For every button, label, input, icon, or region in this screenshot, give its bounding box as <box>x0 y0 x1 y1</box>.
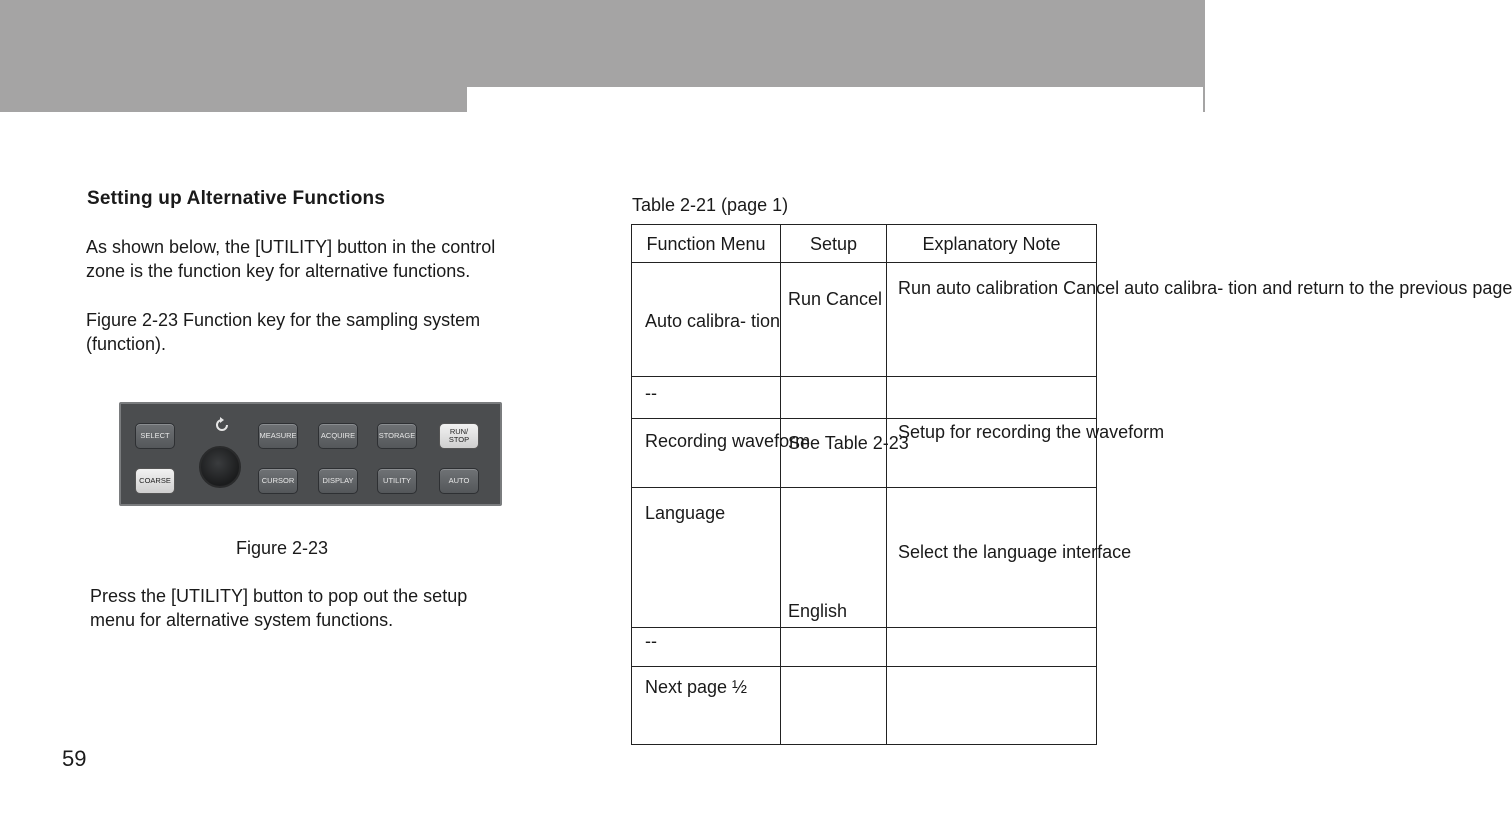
row-note-cell <box>887 628 1097 667</box>
function-table <box>631 224 1512 745</box>
row-menu-cell <box>632 419 811 488</box>
row-note-text: Select the language interface <box>898 542 1132 562</box>
table-row <box>632 377 1097 419</box>
row-menu-cell <box>632 667 781 745</box>
row-note-cell <box>887 263 1512 377</box>
table-row <box>632 488 1097 628</box>
row-setup-cell <box>781 667 887 745</box>
row-menu-cell <box>632 488 781 628</box>
select-button: SELECT <box>135 423 175 449</box>
row-setup-cell <box>781 377 887 419</box>
row-note-text: Run auto calibration Cancel auto calibra- tion and return to the previous page <box>898 278 1512 298</box>
row-setup-cell <box>781 263 887 377</box>
instruction-paragraph: Press the [UTILITY] button to pop out the setup menu for alternative system functions. <box>90 586 468 630</box>
row-menu-text: Language <box>645 503 726 523</box>
figure-label: Figure 2-23 <box>236 538 329 558</box>
measure-button: MEASURE <box>258 423 298 449</box>
row-setup-cell <box>781 628 887 667</box>
intro-paragraph: As shown below, the [UTILITY] button in the control zone is the function key for alternative functions. <box>86 237 496 281</box>
figure-caption-long: Figure 2-23 Function key for the sampling system (function). <box>86 310 481 354</box>
row-note-cell <box>887 377 1097 419</box>
row-setup-cell <box>781 488 887 628</box>
row-setup-text: English <box>788 601 848 621</box>
table-header-row <box>632 225 1097 263</box>
table-caption: Table 2-21 (page 1) <box>632 195 789 215</box>
row-menu-cell <box>632 628 781 667</box>
row-note-cell <box>887 667 1097 745</box>
page-number: 59 <box>62 746 87 771</box>
utility-button: UTILITY <box>377 468 417 494</box>
row-setup-text: Run Cancel <box>788 289 883 309</box>
row-note-cell <box>887 419 1165 488</box>
run-stop-button: RUN/ STOP <box>439 423 479 449</box>
rotate-icon <box>213 416 231 434</box>
row-note-cell <box>887 488 1132 628</box>
row-menu-cell <box>632 263 781 377</box>
header-explanatory-note: Explanatory Note <box>887 225 1097 263</box>
row-menu-text: Recording waveform <box>645 431 811 451</box>
row-setup-text: See Table 2-23 <box>788 433 909 453</box>
header-band-left <box>0 0 467 112</box>
display-button: DISPLAY <box>318 468 358 494</box>
auto-button: AUTO <box>439 468 479 494</box>
row-menu-cell <box>632 377 781 419</box>
acquire-button: ACQUIRE <box>318 423 358 449</box>
row-menu-text: Auto calibra- tion <box>645 311 781 331</box>
table-row <box>632 667 1097 745</box>
table-row <box>632 628 1097 667</box>
header-band-edge <box>1203 87 1205 112</box>
table-row <box>632 263 1097 377</box>
header-setup: Setup <box>781 225 887 263</box>
header-function-menu: Function Menu <box>632 225 781 263</box>
header-band-right <box>467 0 1205 87</box>
row-note-text: Setup for recording the waveform <box>898 422 1165 442</box>
row-menu-text: -- <box>645 631 657 651</box>
row-setup-cell <box>781 419 909 488</box>
table-row <box>632 419 1097 488</box>
adjust-knob <box>199 446 241 488</box>
storage-button: STORAGE <box>377 423 417 449</box>
row-menu-text: -- <box>645 383 657 403</box>
section-title: Setting up Alternative Functions <box>87 188 386 209</box>
row-menu-text: Next page ½ <box>645 677 748 697</box>
control-panel-figure <box>119 402 502 506</box>
cursor-button: CURSOR <box>258 468 298 494</box>
coarse-button: COARSE <box>135 468 175 494</box>
